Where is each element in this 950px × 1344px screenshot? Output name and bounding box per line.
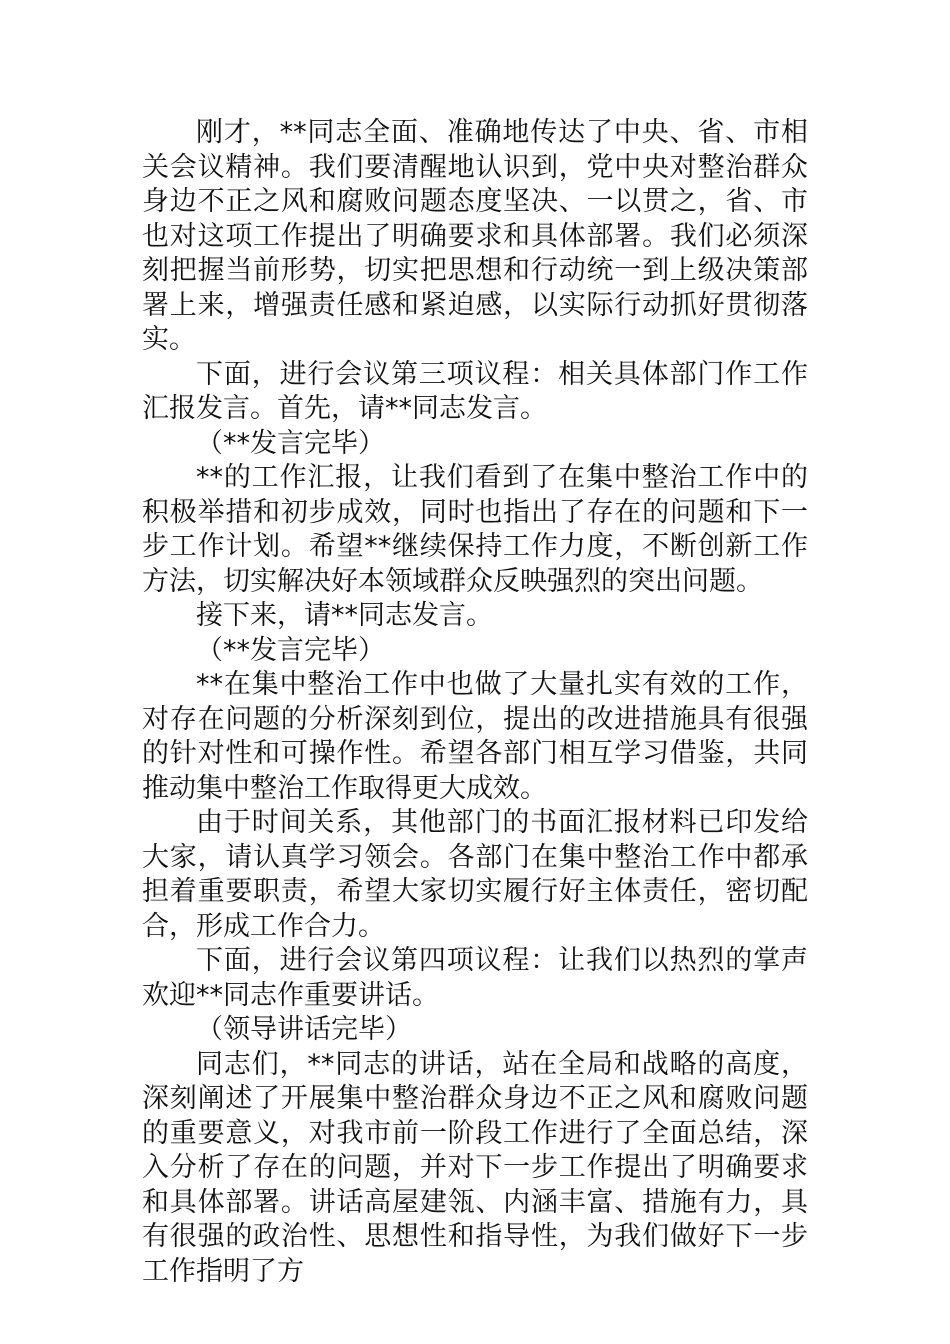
paragraph-report-recap: 刚才，**同志全面、准确地传达了中央、省、市相关会议精神。我们要清醒地认识到，党中央对整治群众身边不正之风和腐败问题态度坚决、一以贯之，省、市也对这项工作提出了明确要求和具体部署。我们必须深刻把握当前形势，切实把思想和行动统一到上级决策部署上来，增强责任感和紧迫感，以实际行动抓好贯彻落实。: [142, 117, 808, 355]
paragraph-closing-remarks: 同志们，**同志的讲话，站在全局和战略的高度，深刻阐述了开展集中整治群众身边不正之风和腐败问题的重要意义，对我市前一阶段工作进行了全面总结，深入分析了存在的问题，并对下一步工作提出了明确要求和具体部署。讲话高屋建瓴、内涵丰富、措施有力，具有很强的政治性、思想性和指导性，为我们做好下一步工作指明了方: [142, 1048, 808, 1287]
paragraph-written-reports: 由于时间关系，其他部门的书面汇报材料已印发给大家，请认真学习领会。各部门在集中整治工作中都承担着重要职责，希望大家切实履行好主体责任，密切配合，形成工作合力。: [142, 807, 808, 942]
stage-note-speech-finished-2: （**发言完毕）: [196, 634, 385, 666]
paragraph-comment-first-report: **的工作汇报，让我们看到了在集中整治工作中的积极举措和初步成效，同时也指出了存在的问题和下一步工作计划。希望**继续保持工作力度，不断创新工作方法，切实解决好本领域群众反映强烈的突出问题。: [142, 462, 808, 597]
stage-note-speech-finished-1: （**发言完毕）: [196, 427, 385, 459]
paragraph-next-speaker: 接下来，请**同志发言。: [196, 600, 493, 631]
document-body: [142, 116, 808, 1289]
paragraph-agenda-item-four: 下面，进行会议第四项议程：让我们以热烈的掌声欢迎**同志作重要讲话。: [142, 945, 808, 1011]
paragraph-agenda-item-three: 下面，进行会议第三项议程：相关具体部门作工作汇报发言。首先，请**同志发言。: [142, 358, 808, 424]
paragraph-comment-second-report: **在集中整治工作中也做了大量扎实有效的工作，对存在问题的分析深刻到位，提出的改进措施具有很强的针对性和可操作性。希望各部门相互学习借鉴，共同推动集中整治工作取得更大成效。: [142, 669, 808, 804]
stage-note-leader-speech-finished: （领导讲话完毕）: [196, 1014, 412, 1045]
